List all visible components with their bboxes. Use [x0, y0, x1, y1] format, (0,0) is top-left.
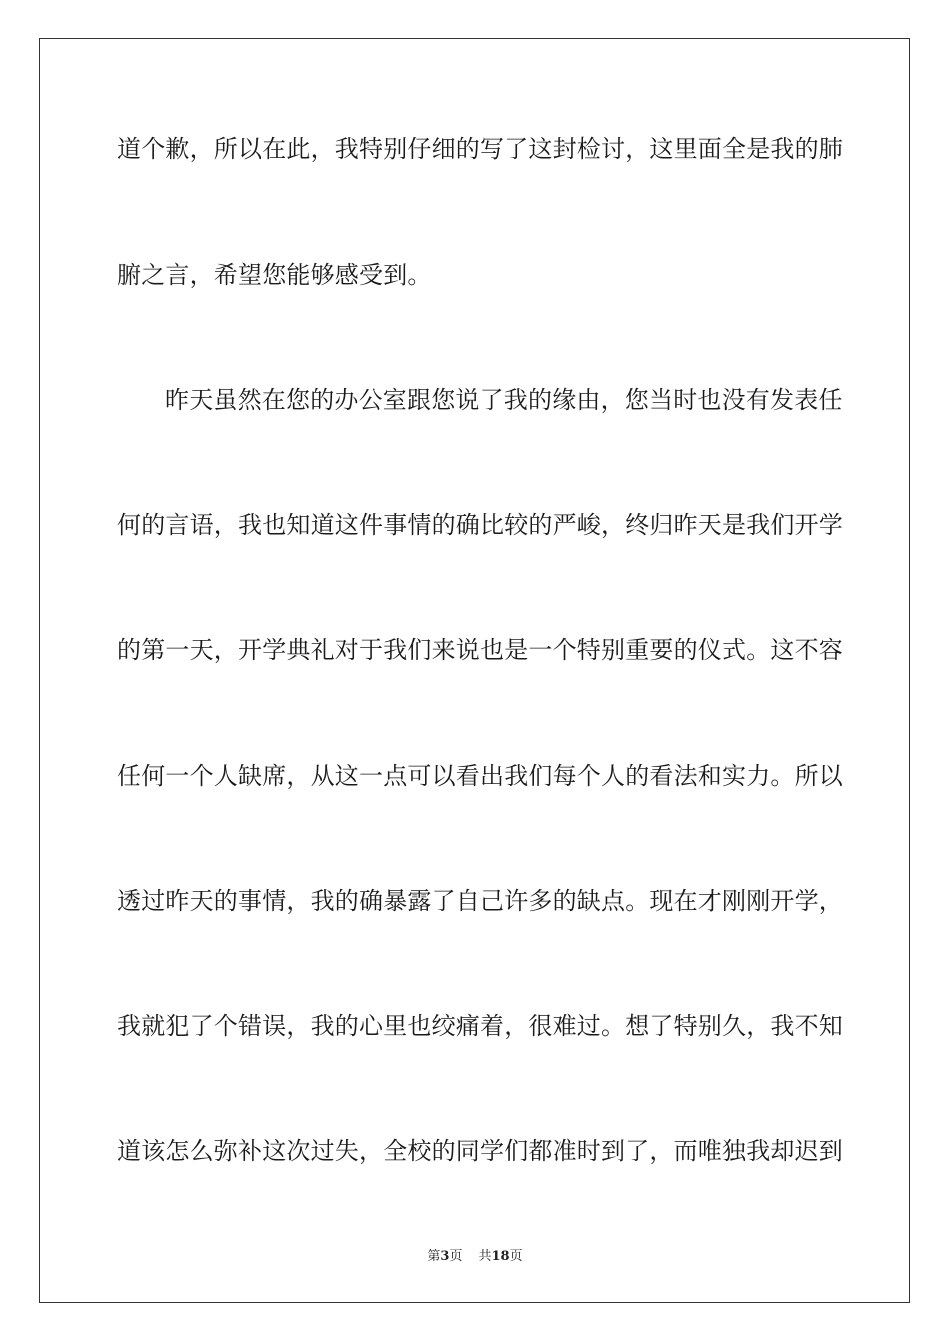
page-number: 3: [440, 1249, 450, 1264]
text-line: 道该怎么弥补这次过失，全校的同学们都准时到了，而唯独我却迟到: [117, 1137, 843, 1165]
text-line: 我就犯了个错误，我的心里也绞痛着，很难过。想了特别久，我不知: [117, 1012, 843, 1040]
total-suffix: 页: [509, 1249, 523, 1264]
text-line: 腑之言，希望您能够感受到。: [117, 261, 432, 289]
text-line: 何的言语，我也知道这件事情的确比较的严峻，终归昨天是我们开学: [117, 511, 843, 539]
page-suffix: 页: [449, 1249, 463, 1264]
page-footer: [0, 1248, 950, 1266]
page-prefix: 第: [427, 1249, 441, 1264]
text-line: 的第一天，开学典礼对于我们来说也是一个特别重要的仪式。这不容: [117, 636, 843, 664]
page-border: [39, 38, 910, 1303]
total-prefix: 共: [478, 1249, 492, 1264]
text-line: 透过昨天的事情，我的确暴露了自己许多的缺点。现在才刚刚开学，: [117, 887, 843, 915]
total-pages: 18: [491, 1249, 510, 1264]
text-line: 道个歉，所以在此，我特别仔细的写了这封检讨，这里面全是我的肺: [117, 135, 843, 163]
paragraph-first-line: 昨天虽然在您的办公室跟您说了我的缘由，您当时也没有发表任: [165, 386, 843, 414]
text-line: 任何一个人缺席，从这一点可以看出我们每个人的看法和实力。所以: [117, 762, 843, 790]
